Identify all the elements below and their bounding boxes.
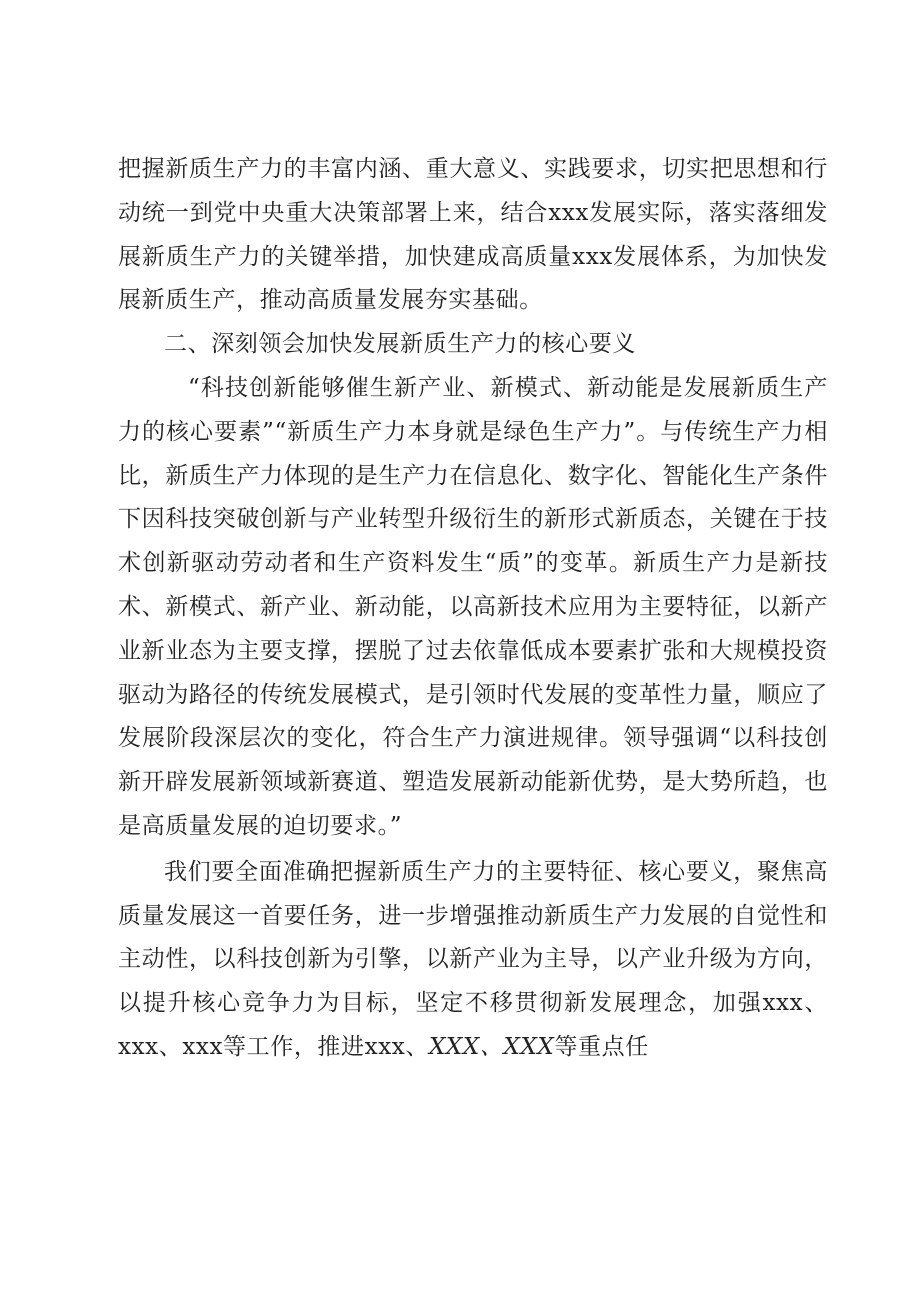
body-paragraph-1: 把握新质生产力的丰富内涵、重大意义、实践要求，切实把思想和行动统一到党中央重大决策部署上来，结合xxx发展实际，落实落细发展新质生产力的关键举措，加快建成高质量xxx发展体系，为加快发展新质生产，推动高质量发展夯实基础。 [118,156,828,314]
document-body [118,148,828,1070]
paragraph-3-text-a: 我们要全面准确把握新质生产力的主要特征、核心要义，聚焦高质量发展这一首要任务，进一步增强推动新质生产力发展的自觉性和主动性，以科技创新为引擎，以新产业为主导，以产业升级为方向，以提升核心竞争力为目标，坚定不移贯彻新发展理念，加强xxx、xxx、xxx等工作，推进xxx、 [118,858,828,1060]
body-paragraph-2: “科技创新能够催生新产业、新模式、新动能是发展新质生产力的核心要素”“新质生产力本身就是绿色生产力”。与传统生产力相比，新质生产力体现的是生产力在信息化、数字化、智能化生产条件下因科技突破创新与产业转型升级衍生的新形式新质态，关键在于技术创新驱动劳动者和生产资料发生“质”的变革。新质生产力是新技术、新模式、新产业、新动能，以高新技术应用为主要特征，以新产业新业态为主要支撑，摆脱了过去依靠低成本要素扩张和大规模投资驱动为路径的传统发展模式，是引领时代发展的变革性力量，顺应了发展阶段深层次的变化，符合生产力演进规律。领导强调“以科技创新开辟发展新领域新赛道、塑造发展新动能新优势，是大势所趋，也是高质量发展的迫切要求。” [118,374,828,839]
section-heading-2: 二、深刻领会加快发展新质生产力的核心要义 [164,331,636,358]
paragraph-3-text-b: 等重点任 [554,1033,649,1060]
body-paragraph-3 [118,851,828,1070]
paragraph-3-italic-text: XXX、XXX [428,1033,555,1060]
